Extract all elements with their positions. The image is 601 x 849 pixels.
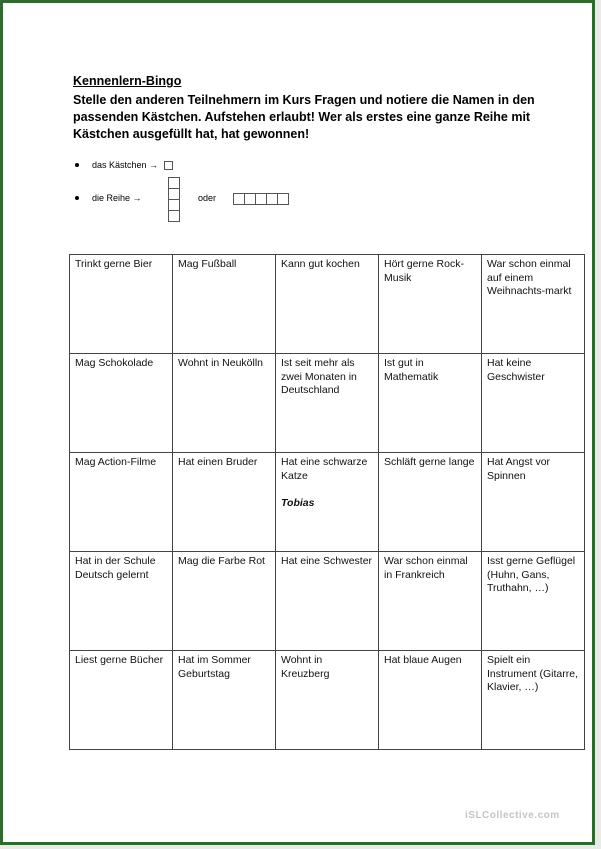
bingo-cell[interactable]: Spielt ein Instrument (Gitarre, Klavier, …): [482, 651, 585, 750]
bingo-cell[interactable]: Mag Fußball: [173, 255, 276, 354]
legend-box-label: das Kästchen →: [92, 160, 159, 170]
instructions-text: Stelle den anderen Teilnehmern im Kurs Fragen und notiere die Namen in den passenden Kästchen. Aufstehen erlaubt! Wer als erstes eine ganze Reihe mit Kästchen ausgefüllt hat, hat gewonnen!: [73, 93, 535, 141]
legend-or-label: oder: [198, 193, 217, 203]
bingo-cell[interactable]: Hört gerne Rock-Musik: [379, 255, 482, 354]
bingo-cell[interactable]: Hat eine schwarze Katze Tobias: [276, 453, 379, 552]
bingo-cell[interactable]: Trinkt gerne Bier: [70, 255, 173, 354]
watermark-logo: iSLCollective.com: [465, 810, 560, 821]
bingo-cell[interactable]: Hat eine Schwester: [276, 552, 379, 651]
bingo-cell[interactable]: Mag Schokolade: [70, 354, 173, 453]
grid-row: [70, 651, 585, 750]
grid-row: [70, 552, 585, 651]
bingo-cell[interactable]: Hat einen Bruder: [173, 453, 276, 552]
bingo-grid: [69, 254, 585, 750]
bingo-cell[interactable]: Hat keine Geschwister: [482, 354, 585, 453]
worksheet-title: Kennenlern-Bingo: [73, 74, 182, 88]
bingo-cell[interactable]: Wohnt in Neukölln: [173, 354, 276, 453]
filled-name: Tobias: [281, 497, 315, 509]
bingo-cell[interactable]: Isst gerne Geflügel (Huhn, Gans, Truthahn, …): [482, 552, 585, 651]
bingo-cell[interactable]: War schon einmal in Frankreich: [379, 552, 482, 651]
bingo-cell[interactable]: Liest gerne Bücher: [70, 651, 173, 750]
legend-box-row: [75, 160, 173, 170]
bingo-cell[interactable]: Hat Angst vor Spinnen: [482, 453, 585, 552]
bingo-cell[interactable]: Ist seit mehr als zwei Monaten in Deutschland: [276, 354, 379, 453]
bingo-cell[interactable]: War schon einmal auf einem Weihnachts-markt: [482, 255, 585, 354]
bingo-cell[interactable]: Hat blaue Augen: [379, 651, 482, 750]
bingo-cell[interactable]: Ist gut in Mathematik: [379, 354, 482, 453]
bingo-cell[interactable]: Schläft gerne lange: [379, 453, 482, 552]
bullet-icon: [75, 163, 79, 167]
bingo-cell[interactable]: Mag die Farbe Rot: [173, 552, 276, 651]
bullet-icon: [75, 196, 79, 200]
grid-row: [70, 255, 585, 354]
bingo-cell[interactable]: Hat in der Schule Deutsch gelernt: [70, 552, 173, 651]
bingo-cell[interactable]: Hat im Sommer Geburtstag: [173, 651, 276, 750]
vertical-row-icon: [168, 178, 180, 222]
bingo-cell[interactable]: Kann gut kochen: [276, 255, 379, 354]
bingo-cell[interactable]: Mag Action-Filme: [70, 453, 173, 552]
grid-row: [70, 453, 585, 552]
legend-row-row: [75, 193, 142, 203]
grid-row: [70, 354, 585, 453]
legend-row-label: die Reihe →: [92, 193, 142, 203]
bingo-cell[interactable]: Wohnt in Kreuzberg: [276, 651, 379, 750]
horizontal-row-icon: [234, 193, 289, 205]
single-box-icon: [164, 161, 173, 170]
